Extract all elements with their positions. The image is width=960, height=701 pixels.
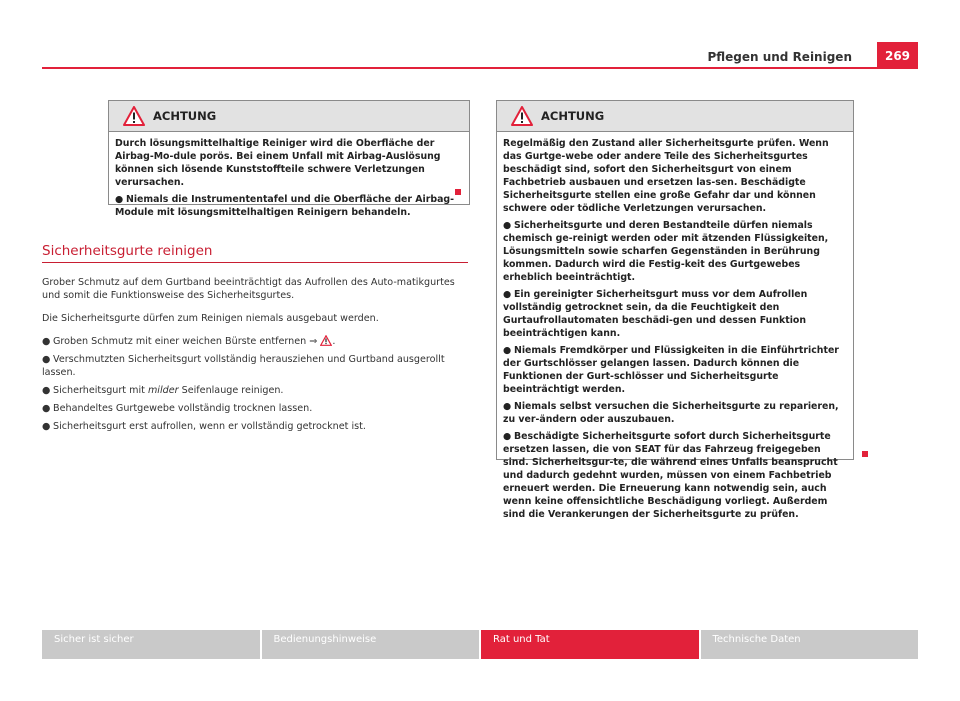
note-paragraph: Die Sicherheitsgurte dürfen zum Reinigen niemals ausgebaut werden.	[42, 313, 379, 324]
warning-triangle-icon	[123, 106, 145, 126]
warning-bullet	[503, 400, 847, 426]
warning-title: ACHTUNG	[541, 109, 605, 123]
bullet-icon: ●	[42, 336, 51, 347]
list-item: ● Groben Schmutz mit einer weichen Bürste entfernen ⇒ .	[42, 336, 336, 347]
section-body	[42, 276, 468, 438]
warning-bullet-text: Beschädigte Sicherheitsgurte sofort durch Sicherheitsgurte ersetzen lassen, die von SEAT für das Fahrzeug freigegeben sind. Sicherheitsgur-te, die während eines Unfalls beansprucht und dadurch gedehnt wurden, müssen von einem Fachbetrieb erneuert werden. Die Erneuerung kann notwendig sein, auch wenn keine offensichtliche Beschädigung vorliegt. Außerdem sind die Verankerungen der Sicherheitsgurte zu prüfen.	[503, 431, 838, 520]
page-section-title: Pflegen und Reinigen	[707, 50, 852, 64]
warning-bullet-text: Ein gereinigter Sicherheitsgurt muss vor dem Aufrollen vollständig getrocknet sein, da die Feuchtigkeit den Gurtaufrollautomaten beschädi-gen und dessen Funktion beeinträchtigen kann.	[503, 289, 808, 339]
section-heading: Sicherheitsgurte reinigen	[42, 243, 213, 259]
section-rule	[42, 262, 468, 263]
warning-header	[109, 101, 469, 132]
tab-technische-daten[interactable]: Technische Daten	[701, 630, 919, 659]
end-mark-icon	[455, 189, 461, 195]
list-item-text: Seifenlauge reinigen.	[178, 385, 284, 396]
list-item	[42, 402, 468, 415]
list-item-text: Sicherheitsgurt erst aufrollen, wenn er vollständig getrocknet ist.	[53, 421, 366, 432]
bullet-icon: ●	[503, 401, 512, 412]
bullet-icon: ●	[42, 385, 51, 396]
bullet-icon: ●	[42, 403, 51, 414]
warning-bullet	[503, 288, 847, 340]
warning-paragraph: Durch lösungsmittelhaltige Reiniger wird die Oberfläche der Airbag-Mo-dule porös. Bei einem Unfall mit Airbag-Auslösung können sich lösende Kunststoffteile schwere Verletzungen verursachen.	[115, 138, 441, 188]
warning-bullet-text: Niemals selbst versuchen die Sicherheitsgurte zu reparieren, zu ver-ändern oder auszubauen.	[503, 401, 839, 425]
warning-box-airbag	[108, 100, 470, 218]
tab-rat-und-tat[interactable]: Rat und Tat	[481, 630, 699, 659]
warning-triangle-icon	[511, 106, 533, 126]
list-item-text: Sicherheitsgurt mit	[53, 385, 148, 396]
bullet-icon: ●	[42, 354, 51, 365]
warning-body	[109, 132, 469, 227]
bullet-icon: ●	[503, 345, 512, 356]
warning-header	[497, 101, 853, 132]
warning-bullet	[503, 430, 847, 521]
warning-bullet-text: Niemals Fremdkörper und Flüssigkeiten in die Einführtrichter der Gurtschlösser gelangen lassen. Dadurch können die Funktionen der Gurt-schlösser und Sicherheitsgurte beeinträchtigt werden.	[503, 345, 839, 395]
warning-bullet-text: Sicherheitsgurte und deren Bestandteile dürfen niemals chemisch ge-reinigt werden oder mit ätzenden Flüssigkeiten, Lösungsmitteln sowie scharfen Gegenständen in Berührung kommen. Dadurch wird die Festig-keit des Gurtgewebes erheblich beeinträchtigt.	[503, 220, 829, 283]
warning-body	[497, 132, 853, 529]
list-item-text: Groben Schmutz mit einer weichen Bürste entfernen ⇒	[53, 336, 318, 347]
list-item	[42, 384, 468, 397]
list-item	[42, 353, 468, 379]
emphasis-text: milder	[147, 385, 179, 396]
header-rule	[42, 67, 878, 69]
bullet-icon: ●	[42, 421, 51, 432]
warning-bullet-text: Niemals die Instrumententafel und die Oberfläche der Airbag-Module mit lösungsmittelhaltigen Reinigern behandeln.	[115, 194, 455, 218]
tab-bedienungshinweise[interactable]: Bedienungshinweise	[262, 630, 480, 659]
list-item-text: Verschmutzten Sicherheitsgurt vollständig herausziehen und Gurtband ausgerollt lassen.	[42, 354, 445, 378]
bullet-icon: ●	[115, 194, 124, 205]
warning-bullet	[503, 219, 847, 284]
warning-box-seatbelt	[496, 100, 854, 520]
warning-bullet	[115, 193, 463, 219]
warning-bullet	[503, 344, 847, 396]
footer-chapter-nav	[42, 630, 918, 659]
end-mark-icon	[862, 451, 868, 457]
bullet-icon: ●	[503, 431, 512, 442]
list-item	[42, 420, 468, 433]
intro-paragraph: Grober Schmutz auf dem Gurtband beeinträchtigt das Aufrollen des Auto-matikgurtes und somit die Funktionsweise des Sicherheitsgurtes.	[42, 277, 455, 301]
bullet-icon: ●	[503, 289, 512, 300]
warning-title: ACHTUNG	[153, 109, 217, 123]
warning-reference-icon[interactable]	[320, 335, 332, 346]
list-item-text: Behandeltes Gurtgewebe vollständig trocknen lassen.	[53, 403, 313, 414]
warning-paragraph: Regelmäßig den Zustand aller Sicherheitsgurte prüfen. Wenn das Gurtge-webe oder andere Teile des Sicherheitsgurtes beschädigt sind, sofort den Sicherheitsgurt von einem Fachbetrieb ausbauen und ersetzen las-sen. Beschädigte Sicherheitsgurte stellen eine große Gefahr dar und können schwere oder tödliche Verletzungen verursachen.	[503, 138, 829, 214]
bullet-icon: ●	[503, 220, 512, 231]
page-number-badge: 269	[877, 42, 918, 69]
tab-sicher-ist-sicher[interactable]: Sicher ist sicher	[42, 630, 260, 659]
